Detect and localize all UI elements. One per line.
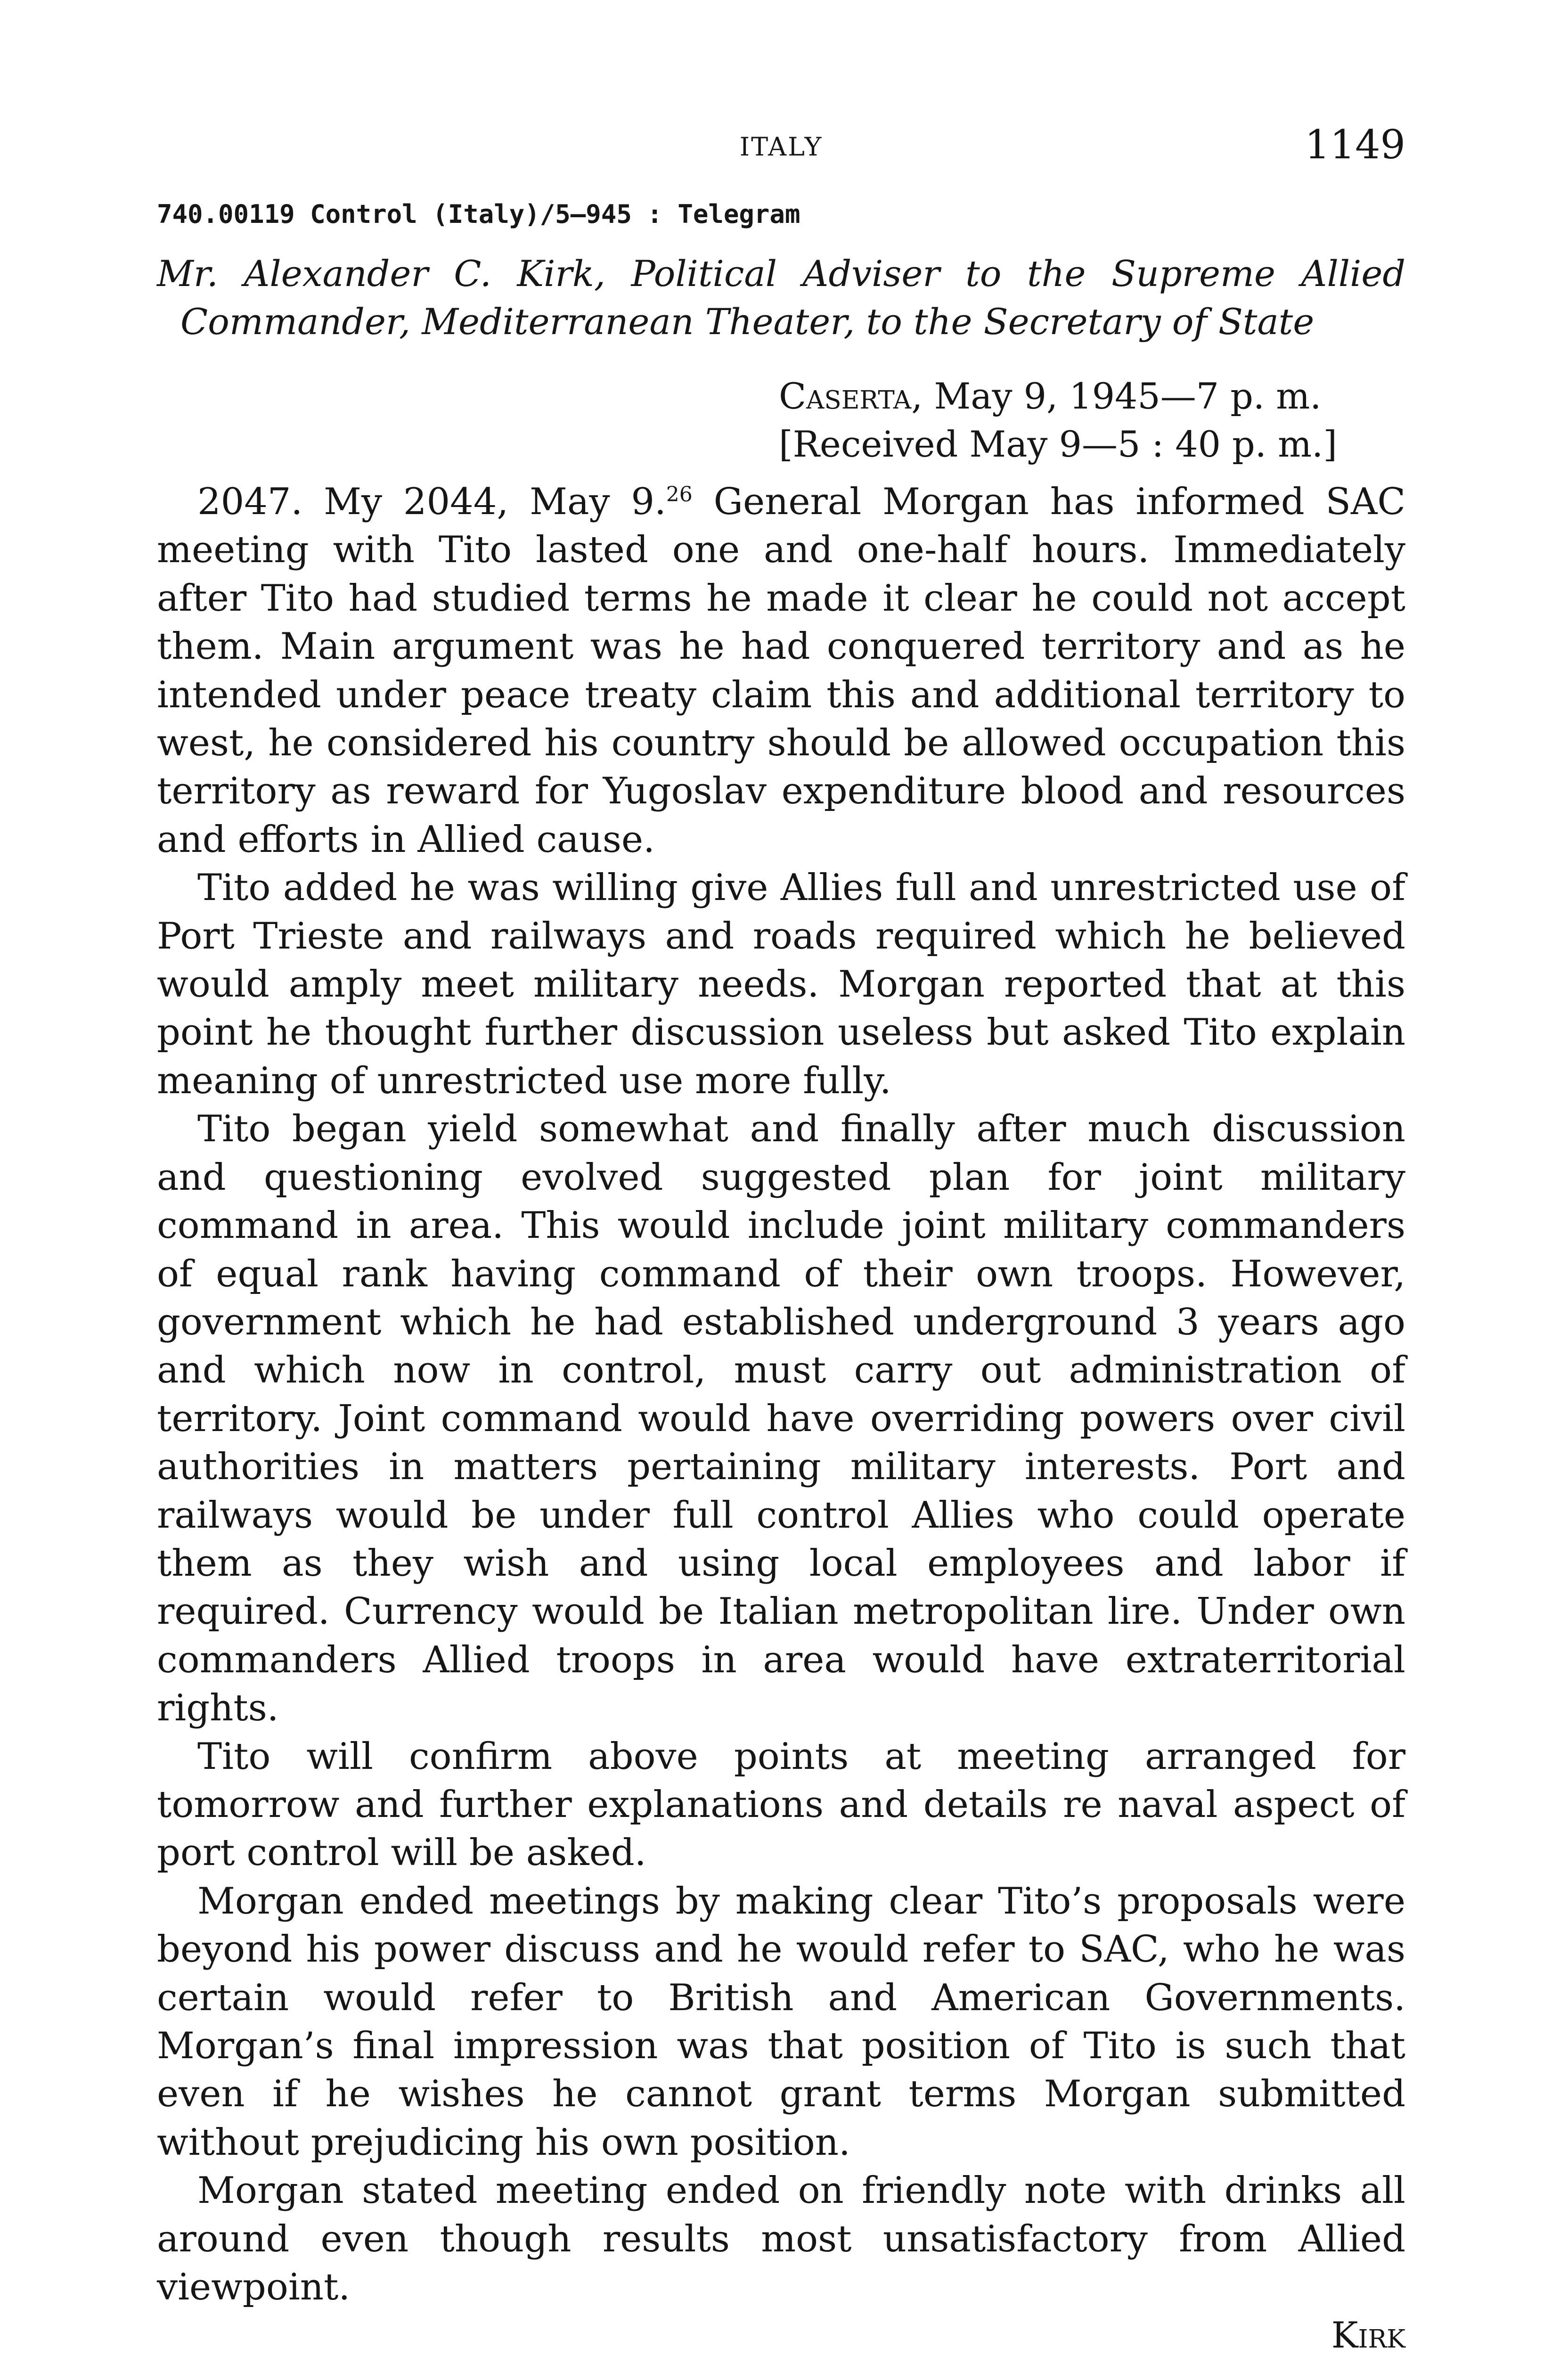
dateline-date: , May 9, 1945—7 p. m. bbox=[911, 375, 1322, 417]
dateline-line bbox=[779, 372, 1405, 420]
page-number: 1149 bbox=[1305, 122, 1405, 168]
paragraph-5: Morgan ended meetings by making clear Tito’s proposals were beyond his power discuss and he would refer to SAC, who he was certain would refer to British and American Governments. Morgan’s final impression was that position of Tito is such that even if he wishes he cannot grant terms Morgan submitted without prejudicing his own position. bbox=[157, 1880, 1405, 2164]
document-title: Mr. Alexander C. Kirk, Political Adviser to the Supreme Allied Commander, Mediterranean Theater, to the Secretary of State bbox=[157, 253, 1405, 343]
paragraph-1 bbox=[157, 478, 1405, 864]
paragraph-3: Tito began yield somewhat and finally after much discussion and questioning evolved suggested plan for joint military command in area. This would include joint military commanders of equal rank having command of their own troops. However, government which he had established underground 3 years ago and which now in control, must carry out administration of territory. Joint command would have overriding powers over civil authorities in matters pertaining military interests. Port and railways would be under full control Allies who could operate them as they wish and using local employees and labor if required. Currency would be Italian metropolitan lire. Under own commanders Allied troops in area would have extraterritorial rights. bbox=[157, 1108, 1405, 1730]
paragraph-6: Morgan stated meeting ended on friendly note with drinks all around even though results most unsatisfactory from Allied viewpoint. bbox=[157, 2169, 1405, 2309]
dateline-place: Caserta bbox=[779, 375, 912, 417]
file-reference: 740.00119 Control (Italy)/5–945 : Telegram bbox=[157, 199, 800, 229]
running-head bbox=[157, 118, 1405, 170]
signature: Kirk bbox=[1331, 2314, 1405, 2356]
paragraph-2: Tito added he was willing give Allies full and unrestricted use of Port Trieste and railways and roads required which he believed would amply meet military needs. Morgan reported that at this point he thought further discussion useless but asked Tito explain meaning of unrestricted use more fully. bbox=[157, 867, 1405, 1102]
footnote-reference: 26 bbox=[666, 483, 693, 507]
running-title: ITALY bbox=[739, 132, 823, 162]
received-line: [Received May 9—5 : 40 p. m.] bbox=[779, 423, 1337, 465]
paragraph-1-rest: General Morgan has informed SAC meeting with Tito lasted one and one-half hours. Immediately after Tito had studied terms he made it clear he could not accept them. Main argument was he had conquered territory and as he intended under peace treaty claim this and additional territory to west, he considered his country should be allowed occupation this territory as reward for Yugoslav expenditure blood and resources and efforts in Allied cause. bbox=[157, 481, 1405, 861]
telegram-body bbox=[157, 478, 1405, 2311]
paragraph-4: Tito will confirm above points at meeting arranged for tomorrow and further explanations and details re naval aspect of port control will be asked. bbox=[157, 1735, 1405, 1874]
paragraph-1-lead: 2047. My 2044, May 9. bbox=[197, 481, 666, 523]
page-content bbox=[157, 118, 1405, 2356]
dateline bbox=[157, 372, 1405, 468]
